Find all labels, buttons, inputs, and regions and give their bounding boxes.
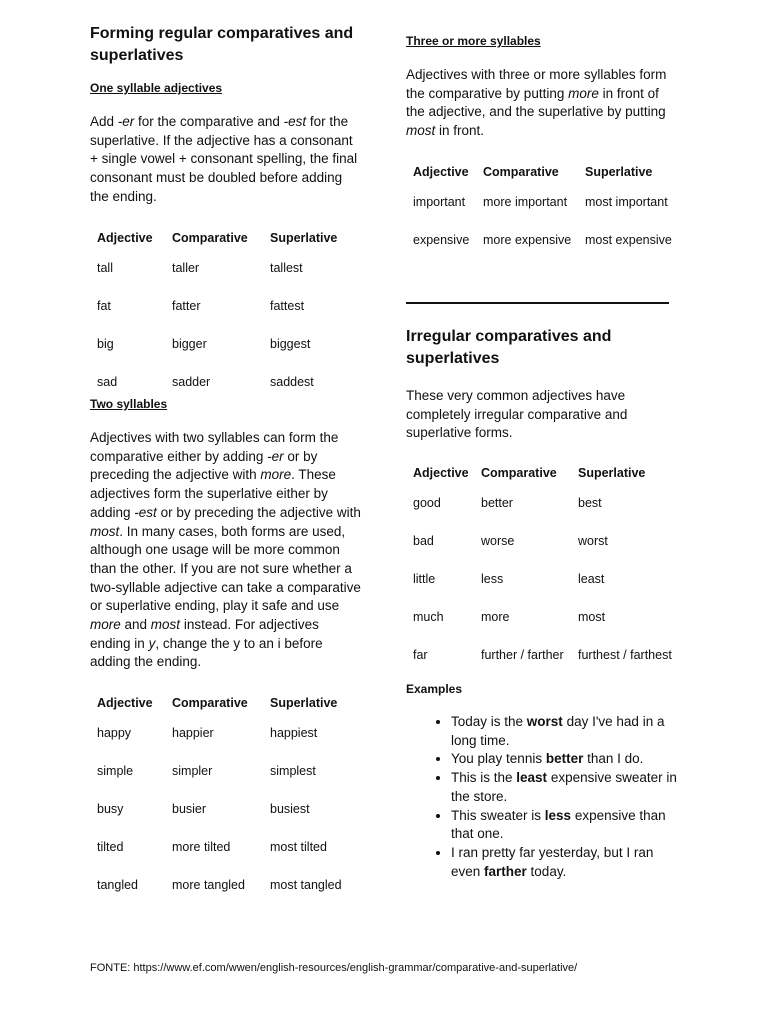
table-cell: important (413, 195, 466, 209)
table-cell: fattest (270, 299, 305, 313)
text-run: expensive than that one. (451, 807, 666, 842)
table-row (97, 871, 359, 909)
text-run: in front. (435, 123, 485, 139)
table-cell: fat (97, 299, 111, 313)
table-cell: tangled (97, 878, 139, 892)
two-syllables-paragraph (90, 429, 362, 672)
bold-term: better (545, 751, 584, 767)
table-cell: more expensive (483, 233, 572, 247)
italic-term: -er (267, 448, 284, 464)
text-run: for the comparative and (134, 114, 284, 129)
text-run: This sweater is (451, 807, 545, 823)
examples-heading: Examples (406, 682, 463, 696)
text-run: Adjectives with two syllables can form the comparative either by adding (90, 430, 339, 464)
table-cell: best (578, 496, 602, 510)
section-divider (406, 302, 669, 304)
text-run: or by preceding the adjective with (156, 504, 361, 520)
table-cell: less (481, 572, 504, 586)
table-row (413, 489, 675, 527)
text-run: Today is the (451, 714, 527, 729)
three-syllables-table (413, 156, 675, 264)
table-row (97, 833, 359, 871)
column-header: Superlative (270, 231, 338, 245)
text-run: or by preceding the adjective with (90, 448, 318, 483)
italic-term: -er (117, 114, 135, 129)
table-cell: furthest / farthest (578, 648, 672, 662)
bold-term: farther (484, 863, 527, 879)
table-cell: further / farther (481, 648, 564, 662)
text-run: for the superlative. If the adjective has a consonant + single vowel + consonant spelling, the final consonant must be doubled before adding the ending. (90, 114, 358, 204)
column-header: Comparative (483, 165, 559, 179)
italic-term: most (90, 523, 120, 539)
table-cell: more tangled (172, 878, 245, 892)
table-cell: tilted (97, 840, 124, 854)
italic-term: y (148, 635, 156, 651)
table-cell: happier (172, 726, 214, 740)
table-cell: busy (97, 802, 124, 816)
italic-term: more (568, 85, 599, 101)
text-run: day I've had in a long time. (451, 714, 665, 748)
table-cell: fatter (172, 299, 201, 313)
italic-term: -est (134, 504, 157, 520)
one-syllable-paragraph (90, 113, 362, 207)
table-cell: good (413, 496, 441, 510)
table-row (97, 795, 359, 833)
table-cell: simple (97, 764, 134, 778)
bold-term: least (516, 770, 548, 786)
table-cell: most important (585, 195, 668, 209)
example-item (451, 769, 678, 806)
column-header: Adjective (97, 696, 153, 710)
example-item (451, 713, 678, 750)
table-cell: most expensive (585, 233, 672, 247)
table-cell: more important (483, 195, 568, 209)
table-cell: tall (97, 261, 113, 275)
table-row (97, 330, 359, 368)
page-title: Forming regular comparatives and superlatives (90, 25, 354, 64)
text-run: I ran pretty far yesterday, but I ran even (451, 844, 654, 879)
table-header-row (97, 687, 359, 719)
table-header-row (413, 457, 675, 489)
one-syllable-table (97, 222, 359, 406)
table-cell: much (413, 610, 444, 624)
text-run: These very common adjectives have completely irregular comparative and superlative forms. (406, 388, 628, 441)
table-cell: bad (413, 534, 434, 548)
italic-term: most (406, 123, 436, 139)
column-header: Comparative (481, 466, 557, 480)
example-item (451, 750, 678, 769)
table-cell: least (578, 572, 605, 586)
text-run: than I do. (583, 751, 644, 767)
text-run: You play tennis (451, 751, 546, 767)
text-run: Add (90, 114, 118, 129)
table-row (97, 757, 359, 795)
example-item (451, 807, 678, 844)
table-row (97, 254, 359, 292)
table-cell: more tilted (172, 840, 231, 854)
table-cell: biggest (270, 337, 311, 351)
table-cell: bigger (172, 337, 207, 351)
column-header: Adjective (413, 466, 469, 480)
column-header: Comparative (172, 696, 248, 710)
three-syllables-paragraph (406, 66, 678, 141)
table-cell: busiest (270, 802, 310, 816)
section-heading-one-syllable: One syllable adjectives (90, 81, 223, 95)
section-heading-three-syllables: Three or more syllables (406, 34, 541, 48)
section-heading-two-syllables: Two syllables (90, 397, 168, 411)
table-cell: most (578, 610, 606, 624)
column-header: Superlative (578, 466, 646, 480)
table-row (413, 226, 675, 264)
text-run: This is the (451, 770, 517, 786)
table-cell: worst (578, 534, 608, 548)
italic-term: most (150, 617, 181, 633)
examples-list (406, 713, 678, 881)
table-cell: far (413, 648, 428, 662)
column-header: Adjective (97, 231, 153, 245)
italic-term: more (260, 467, 292, 483)
table-cell: sad (97, 375, 118, 389)
italic-term: -est (283, 114, 307, 129)
column-header: Superlative (270, 696, 338, 710)
example-item (451, 844, 678, 881)
table-cell: happiest (270, 726, 318, 740)
italic-term: more (90, 617, 121, 633)
irregular-table (413, 457, 675, 679)
table-row (97, 719, 359, 757)
table-row (413, 188, 675, 226)
table-cell: taller (172, 261, 200, 275)
table-cell: expensive (413, 233, 470, 247)
irregular-paragraph (406, 387, 646, 443)
text-run: . In many cases, both forms are used, although one usage will be more common than the other. If you are not sure whether a two-syllable adjective can take a comparative or superlative ending, play it safe and use (90, 523, 361, 614)
bold-term: worst (526, 714, 563, 729)
text-run: and (120, 617, 151, 633)
table-row (97, 292, 359, 330)
table-cell: most tilted (270, 840, 327, 854)
table-header-row (413, 156, 675, 188)
table-cell: big (97, 337, 114, 351)
text-run: expensive sweater in the store. (451, 770, 677, 804)
text-run: , change the y to an i before adding the ending. (90, 635, 323, 670)
table-row (413, 641, 675, 679)
text-run: Adjectives with three or more syllables form the comparative by putting (406, 67, 667, 101)
column-header: Superlative (585, 165, 653, 179)
table-cell: more (481, 610, 510, 624)
table-cell: little (413, 572, 436, 586)
two-syllables-table (97, 687, 359, 909)
table-header-row (97, 222, 359, 254)
table-cell: simpler (172, 764, 213, 778)
table-row (413, 603, 675, 641)
text-run: in front of the adjective, and the superlative by putting (406, 85, 666, 120)
text-run: today. (526, 863, 567, 879)
table-cell: tallest (270, 261, 303, 275)
text-run: . These adjectives form the superlative either by adding (90, 467, 336, 520)
text-run: instead. For adjectives ending in (90, 617, 319, 651)
column-header: Adjective (413, 165, 469, 179)
table-cell: most tangled (270, 878, 342, 892)
table-cell: sadder (172, 375, 211, 389)
table-cell: happy (97, 726, 132, 740)
table-cell: simplest (270, 764, 316, 778)
table-cell: worse (481, 534, 515, 548)
table-cell: saddest (270, 375, 314, 389)
table-row (413, 527, 675, 565)
table-cell: better (481, 496, 513, 510)
source-footer: FONTE: https://www.ef.com/wwen/english-resources/english-grammar/comparative-and-superlative/ (90, 962, 578, 974)
bold-term: less (544, 807, 572, 823)
column-header: Comparative (172, 231, 248, 245)
table-cell: busier (172, 802, 207, 816)
irregular-title: Irregular comparatives and superlatives (406, 328, 612, 367)
table-row (413, 565, 675, 603)
